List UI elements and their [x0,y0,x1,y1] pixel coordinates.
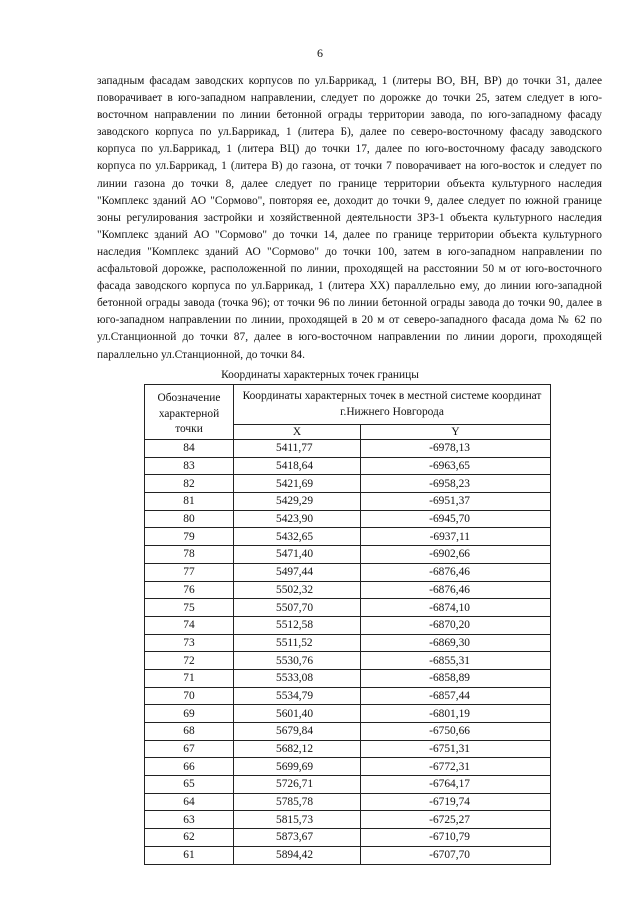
table-body [145,440,551,865]
point-cell: 66 [145,758,234,776]
x-cell: 5873,67 [234,829,361,847]
point-cell: 63 [145,811,234,829]
x-cell: 5429,29 [234,493,361,511]
point-cell: 73 [145,634,234,652]
x-cell: 5699,69 [234,758,361,776]
y-cell: -6855,31 [360,652,550,670]
point-cell: 82 [145,475,234,493]
header-point-designation: Обозначение характерной точки [145,385,234,440]
table-row [145,581,551,599]
x-cell: 5418,64 [234,457,361,475]
point-cell: 72 [145,652,234,670]
point-cell: 80 [145,510,234,528]
y-cell: -6719,74 [360,793,550,811]
x-cell: 5423,90 [234,510,361,528]
coordinates-table [144,384,551,865]
y-cell: -6945,70 [360,510,550,528]
point-cell: 70 [145,687,234,705]
y-cell: -6876,46 [360,563,550,581]
y-cell: -6764,17 [360,776,550,794]
y-cell: -6857,44 [360,687,550,705]
y-cell: -6958,23 [360,475,550,493]
table-row [145,811,551,829]
table-row [145,616,551,634]
x-cell: 5601,40 [234,705,361,723]
point-cell: 81 [145,493,234,511]
point-cell: 79 [145,528,234,546]
x-cell: 5432,65 [234,528,361,546]
x-cell: 5682,12 [234,740,361,758]
x-cell: 5894,42 [234,846,361,864]
x-cell: 5533,08 [234,669,361,687]
y-cell: -6801,19 [360,705,550,723]
point-cell: 83 [145,457,234,475]
table-row [145,669,551,687]
point-cell: 65 [145,776,234,794]
table-row [145,829,551,847]
y-cell: -6978,13 [360,440,550,458]
x-cell: 5502,32 [234,581,361,599]
x-cell: 5507,70 [234,599,361,617]
header-coordinates: Координаты характерных точек в местной системе координат г.Нижнего Новгорода [234,385,551,425]
y-cell: -6870,20 [360,616,550,634]
x-cell: 5471,40 [234,546,361,564]
point-cell: 69 [145,705,234,723]
point-cell: 75 [145,599,234,617]
page-number: 6 [317,46,323,60]
x-cell: 5815,73 [234,811,361,829]
table-row [145,634,551,652]
table-row [145,740,551,758]
table-row [145,776,551,794]
y-cell: -6725,27 [360,811,550,829]
y-cell: -6937,11 [360,528,550,546]
table-row [145,563,551,581]
y-cell: -6751,31 [360,740,550,758]
table-row [145,846,551,864]
y-cell: -6963,65 [360,457,550,475]
point-cell: 84 [145,440,234,458]
y-cell: -6869,30 [360,634,550,652]
point-cell: 67 [145,740,234,758]
table-row [145,475,551,493]
table-row [145,723,551,741]
point-cell: 76 [145,581,234,599]
y-cell: -6902,66 [360,546,550,564]
table-row [145,546,551,564]
x-cell: 5411,77 [234,440,361,458]
table-row [145,528,551,546]
header-x: X [234,425,361,440]
table-row [145,493,551,511]
x-cell: 5511,52 [234,634,361,652]
x-cell: 5785,78 [234,793,361,811]
y-cell: -6876,46 [360,581,550,599]
x-cell: 5530,76 [234,652,361,670]
point-cell: 62 [145,829,234,847]
point-cell: 77 [145,563,234,581]
table-caption: Координаты характерных точек границы [221,369,419,381]
x-cell: 5497,44 [234,563,361,581]
x-cell: 5679,84 [234,723,361,741]
point-cell: 71 [145,669,234,687]
boundary-description-paragraph: западным фасадам заводских корпусов по ул.Баррикад, 1 (литеры ВО, ВН, ВР) до точки 31, далее поворачивает в юго-западном направлении, следует по дорожке до точки 25, затем следует в юго-восточном направлении по линии бетонной ограды территории завода, по юго-западному фасаду заводского корпуса по ул.Баррикад, 1 (литера Б), далее по северо-восточному фасаду заводского корпуса по ул.Баррикад, 1 (литера ВЦ) до точки 17, далее по юго-восточному фасаду заводского корпуса по ул.Баррикад, 1 (литера В) до газона, от точки 7 поворачивает на юго-восток и следует по линии газона до точки 8, далее следует по границе территории объекта культурного наследия "Комплекс зданий АО "Сормово", повторяя ее, доходит до точки 9, далее следует по южной границе зоны регулирования застройки и хозяйственной деятельности ЗРЗ-1 объекта культурного наследия "Комплекс зданий АО "Сормово" до точки 14, далее по границе территории объекта культурного наследия "Комплекс зданий АО "Сормово" до точки 100, затем в юго-западном направлении по асфальтовой дорожке, расположенной по линии, проходящей на расстоянии 50 м от юго-восточного фасада заводского корпуса по ул.Баррикад, 1 (литера ХХ) параллельно ему, до линии юго-западной бетонной ограды завода (точка 96); от точки 96 по линии бетонной ограды завода до точки 90, далее в юго-западном направлении по линии, проходящей в 20 м от северо-западного фасада дома № 62 по ул.Станционной до точки 87, далее в юго-восточном направлении по линии дороги, проходящей параллельно ул.Станционной, до точки 84. [97,75,602,361]
y-cell: -6772,31 [360,758,550,776]
point-cell: 61 [145,846,234,864]
x-cell: 5421,69 [234,475,361,493]
table-row [145,440,551,458]
table-row [145,758,551,776]
header-y: Y [360,425,550,440]
table-row [145,705,551,723]
y-cell: -6707,70 [360,846,550,864]
table-row [145,687,551,705]
x-cell: 5512,58 [234,616,361,634]
table-row [145,793,551,811]
y-cell: -6710,79 [360,829,550,847]
table-row [145,510,551,528]
table-row [145,599,551,617]
y-cell: -6951,37 [360,493,550,511]
table-row [145,652,551,670]
y-cell: -6874,10 [360,599,550,617]
point-cell: 68 [145,723,234,741]
x-cell: 5534,79 [234,687,361,705]
table-row [145,457,551,475]
y-cell: -6858,89 [360,669,550,687]
point-cell: 78 [145,546,234,564]
x-cell: 5726,71 [234,776,361,794]
point-cell: 64 [145,793,234,811]
y-cell: -6750,66 [360,723,550,741]
point-cell: 74 [145,616,234,634]
